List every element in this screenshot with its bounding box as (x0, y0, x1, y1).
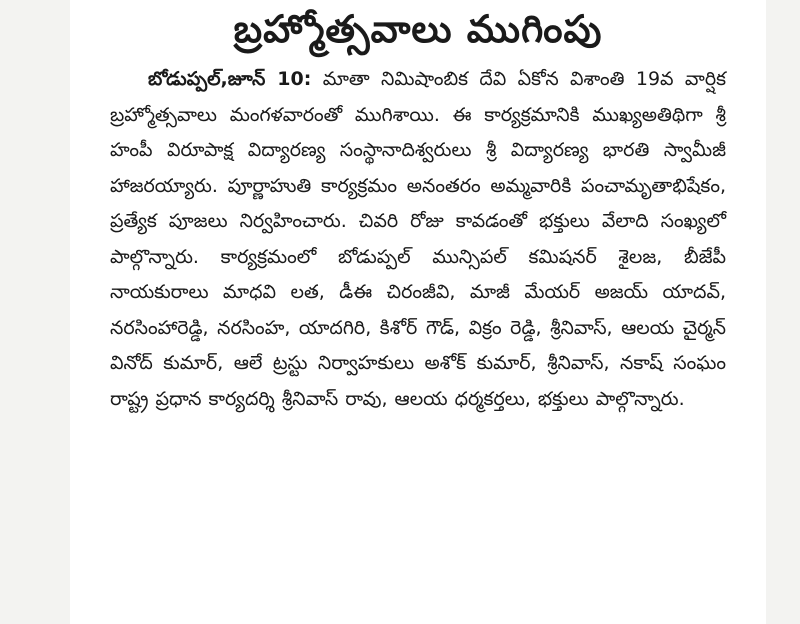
newspaper-clipping (70, 0, 766, 624)
dateline: బోడుప్పల్‌,జూన్‌ 10: (148, 68, 312, 90)
article-body (110, 62, 726, 417)
headline: బ్రహ్మోత్సవాలు ముగింపు (233, 6, 603, 51)
article-text: మాతా నిమిషాంబిక దేవి ఏకోన విశాంతి 19వ వార్షిక బ్రహ్మోత్సవాలు మంగళవారంతో ముగిశాయి. ఈ కార్యక్రమానికి ముఖ్యఅతిథిగా శ్రీ హంపీ విరూపాక్ష విద్యారణ్య సంస్థానాదిశ్వరులు శ్రీ విద్యారణ్య భారతి స్వామీజీ హాజరయ్యారు. పూర్ణాహుతి కార్యక్రమం అనంతరం అమ్మవారికి పంచామృతాభిషేకం, ప్రత్యేక పూజలు నిర్వహించారు. చివరి రోజు కావడంతో భక్తులు వేలాది సంఖ్యలో పాల్గొన్నారు. కార్యక్రమంలో బోడుప్పల్‌ మున్సిపల్‌ కమిషనర్‌ శైలజ, బీజేపీ నాయకురాలు మాధవి లత, డీఈ చిరంజీవి, మాజీ మేయర్‌ అజయ్‌ యాదవ్‌, నరసింహారెడ్డి, నరసింహ, యాదగిరి, కిశోర్‌ గౌడ్‌, విక్రం రెడ్డి, శ్రీనివాస్‌, ఆలయ చైర్మన్‌ వినోద్‌ కుమార్‌, ఆలే ట్రస్టు నిర్వాహకులు అశోక్‌ కుమార్‌, శ్రీనివాస్‌, నకాష్‌ సంఘం రాష్ట్ర ప్రధాన కార్యదర్శి శ్రీనివాస్‌ రావు, ఆలయ ధర్మకర్తలు, భక్తులు పాల్గొన్నారు. (110, 68, 726, 410)
